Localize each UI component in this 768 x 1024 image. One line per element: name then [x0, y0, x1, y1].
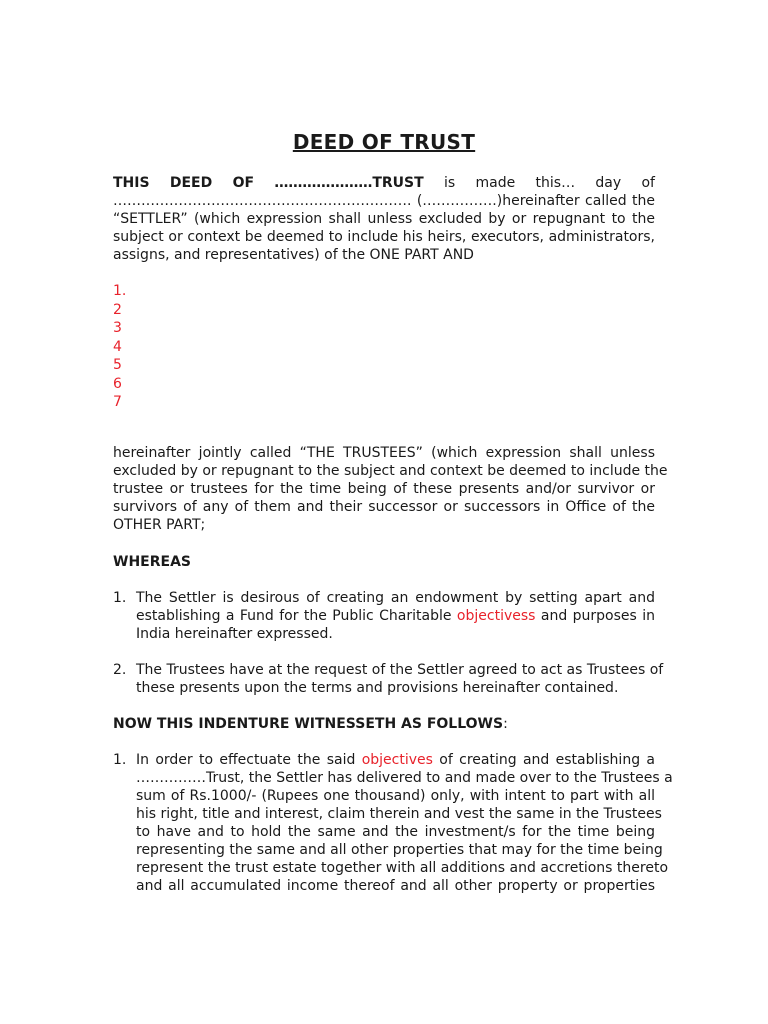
- whereas-line: these presents upon the terms and provisions hereinafter contained.: [136, 680, 619, 696]
- now-line: [136, 751, 655, 769]
- intro-word: DEED: [169, 175, 213, 191]
- text-run: establishing a Fund for the Public Charitable: [136, 608, 457, 624]
- whereas-line: [136, 607, 655, 625]
- now-heading: [113, 715, 508, 733]
- list-number: 1.: [113, 590, 127, 606]
- highlight-word: objectives: [361, 752, 433, 768]
- now-line: his right, title and interest, claim therein and vest the same in the Trustees: [136, 806, 662, 822]
- list-number: 1.: [113, 752, 127, 768]
- text-run: of creating and establishing a: [432, 752, 656, 768]
- intro-word: made: [475, 175, 516, 191]
- now-heading-colon: :: [503, 716, 508, 732]
- trustee-number: 7: [113, 394, 122, 410]
- trustee-number: 4: [113, 338, 122, 355]
- text-run: In order to effectuate the said: [136, 752, 362, 768]
- trustees-line: hereinafter jointly called “THE TRUSTEES” (which expression shall unless: [113, 445, 655, 461]
- now-line: to have and to hold the same and the investment/s for the time being: [136, 824, 655, 840]
- intro-line-2: [113, 192, 655, 210]
- intro-word: …………………TRUST: [274, 175, 424, 191]
- intro-word: THIS: [113, 175, 150, 191]
- intro-word: this…: [535, 175, 576, 191]
- highlight-word: objectivess: [456, 608, 536, 624]
- trustees-line: survivors of any of them and their successor or successors in Office of the: [113, 499, 655, 515]
- trustee-number: 3: [113, 320, 122, 336]
- intro-word: (…………….)hereinafter: [416, 193, 580, 209]
- whereas-item-body: [136, 589, 655, 643]
- trustees-paragraph: [113, 444, 668, 534]
- intro-line-3: “SETTLER” (which expression shall unless excluded by or repugnant to the: [113, 211, 655, 227]
- intro-line-4: subject or context be deemed to include his heirs, executors, administrators,: [113, 229, 655, 245]
- trustees-line: trustee or trustees for the time being of these presents and/or survivor or: [113, 481, 655, 497]
- intro-word: is: [444, 175, 456, 191]
- document-title: DEED OF TRUST: [292, 130, 476, 154]
- trustee-number: 5: [113, 357, 122, 373]
- list-number: 2.: [113, 662, 127, 678]
- intro-word: OF: [232, 175, 255, 191]
- intro-word: ……………………………………………………….: [113, 193, 412, 209]
- intro-word: called: [585, 193, 627, 209]
- now-line: ……………Trust, the Settler has delivered to and made over to the Trustees a: [136, 770, 673, 786]
- intro-word: of: [641, 175, 655, 191]
- now-line: representing the same and all other properties that may for the time being: [136, 842, 663, 858]
- now-line: and all accumulated income thereof and all other property or properties: [136, 878, 655, 894]
- trustees-line: OTHER PART;: [113, 517, 206, 533]
- now-heading-text: NOW THIS INDENTURE WITNESSETH AS FOLLOWS: [113, 716, 504, 732]
- now-line: sum of Rs.1000/- (Rupees one thousand) only, with intent to part with all: [136, 788, 655, 804]
- whereas-item-body: [136, 661, 664, 697]
- intro-paragraph: [113, 174, 655, 264]
- now-line: represent the trust estate together with all additions and accretions thereto: [136, 860, 669, 876]
- trustee-number: 1.: [113, 283, 127, 299]
- trustee-number-list: [113, 282, 126, 412]
- whereas-line: The Settler is desirous of creating an endowment by setting apart and: [136, 590, 655, 606]
- intro-word: the: [632, 193, 655, 209]
- intro-line-1: [113, 174, 655, 192]
- trustee-number: 6: [113, 375, 122, 392]
- intro-line-5: assigns, and representatives) of the ONE PART AND: [113, 247, 474, 263]
- whereas-line: The Trustees have at the request of the Settler agreed to act as Trustees of: [136, 662, 664, 678]
- intro-word: day: [595, 175, 622, 191]
- trustee-number: 2: [113, 301, 122, 318]
- text-run: and purposes in: [535, 608, 655, 624]
- whereas-heading: WHEREAS: [113, 554, 191, 570]
- now-item-body: [136, 751, 673, 895]
- whereas-line: India hereinafter expressed.: [136, 626, 333, 642]
- trustees-line: excluded by or repugnant to the subject and context be deemed to include the: [113, 463, 668, 479]
